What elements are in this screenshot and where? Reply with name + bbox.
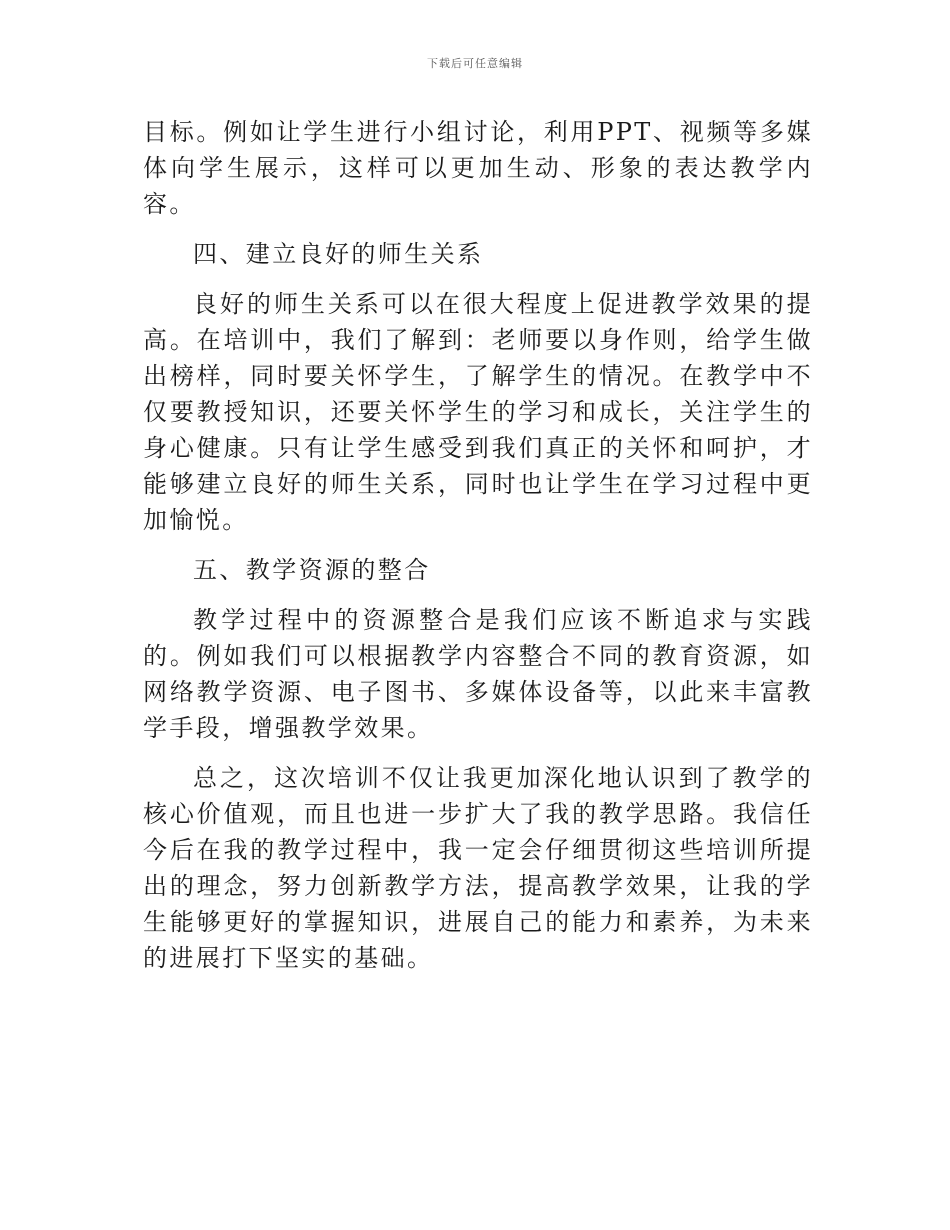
document-body (143, 114, 813, 990)
paragraph-continuation: 目标。例如让学生进行小组讨论，利用PPT、视频等多媒体向学生展示，这样可以更加生动、形象的表达教学内容。 (143, 118, 813, 218)
section-heading-teacher-student-relationship: 四、建立良好的师生关系 (193, 240, 484, 268)
paragraph-resource-integration: 教学过程中的资源整合是我们应该不断追求与实践的。例如我们可以根据教学内容整合不同的教育资源，如网络教学资源、电子图书、多媒体设备等，以此来丰富教学手段，增强教学效果。 (143, 606, 813, 742)
section-heading-resource-integration: 五、教学资源的整合 (193, 556, 431, 584)
page-header: 下载后可任意编辑 (427, 57, 523, 70)
paragraph-teacher-student-relationship: 良好的师生关系可以在很大程度上促进教学效果的提高。在培训中，我们了解到：老师要以身作则，给学生做出榜样，同时要关怀学生，了解学生的情况。在教学中不仅要教授知识，还要关怀学生的学习和成长，关注学生的身心健康。只有让学生感受到我们真正的关怀和呵护，才能够建立良好的师生关系，同时也让学生在学习过程中更加愉悦。 (143, 290, 813, 534)
paragraph-conclusion: 总之，这次培训不仅让我更加深化地认识到了教学的核心价值观，而且也进一步扩大了我的教学思路。我信任今后在我的教学过程中，我一定会仔细贯彻这些培训所提出的理念，努力创新教学方法，提高教学效果，让我的学生能够更好的掌握知识，进展自己的能力和素养，为未来的进展打下坚实的基础。 (143, 764, 813, 972)
